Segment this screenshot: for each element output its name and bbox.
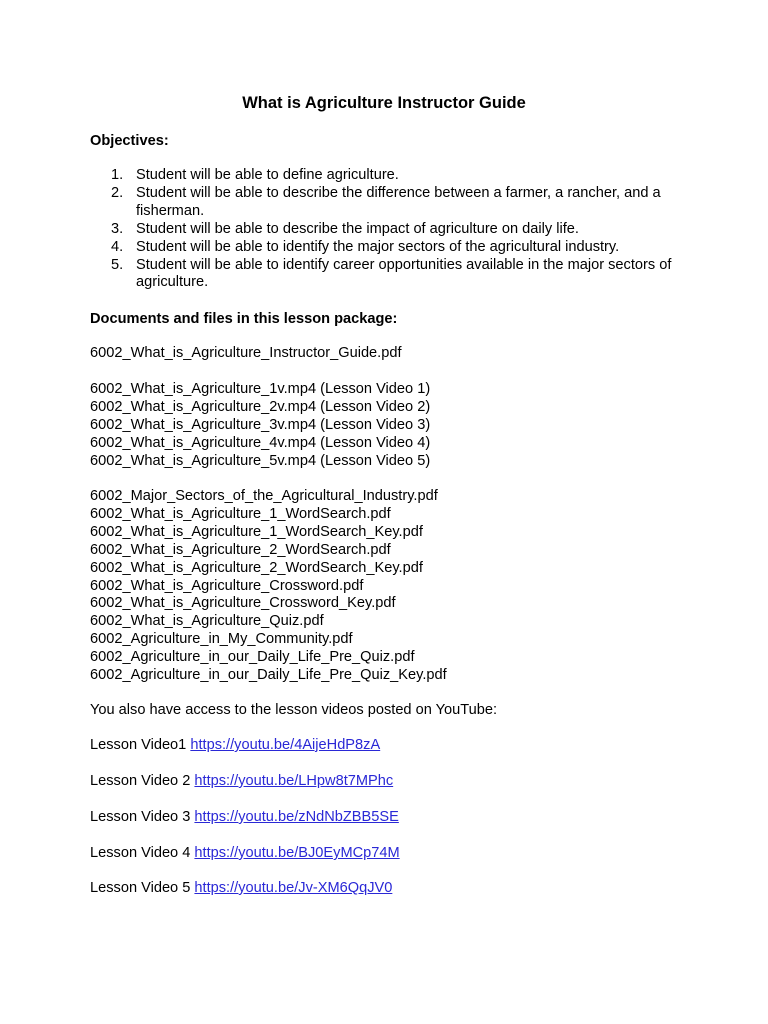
objective-number: 5. [111,256,124,273]
objective-text: Student will be able to describe the impact of agriculture on daily life. [136,220,579,237]
file-item: 6002_Agriculture_in_My_Community.pdf [90,631,353,648]
file-list-guide [90,345,710,363]
youtube-link-2[interactable]: https://youtu.be/LHpw8t7MPhc [194,773,394,789]
objective-number: 2. [111,184,124,201]
file-item: 6002_What_is_Agriculture_Instructor_Guide.pdf [90,345,402,361]
youtube-link-5[interactable]: https://youtu.be/Jv-XM6QqJV0 [194,880,393,896]
file-item: 6002_What_is_Agriculture_Quiz.pdf [90,613,324,630]
objective-text: Student will be able to identify the major sectors of the agricultural industry. [136,238,620,255]
file-item: 6002_What_is_Agriculture_3v.mp4 (Lesson Video 3) [90,416,431,433]
file-item: 6002_What_is_Agriculture_1_WordSearch_Key.pdf [90,523,423,540]
file-item: 6002_What_is_Agriculture_Crossword.pdf [90,577,364,594]
objectives-heading: Objectives: [90,133,169,149]
file-item: 6002_Agriculture_in_our_Daily_Life_Pre_Quiz_Key.pdf [90,667,447,684]
objective-item [111,185,681,221]
file-item: 6002_What_is_Agriculture_2v.mp4 (Lesson Video 2) [90,398,431,415]
objective-number: 1. [111,167,124,183]
youtube-link-3[interactable]: https://youtu.be/zNdNbZBB5SE [194,809,399,825]
video-label: Lesson Video1 [90,737,187,753]
file-item: 6002_What_is_Agriculture_2_WordSearch.pdf [90,541,391,558]
youtube-row-2 [90,773,393,791]
youtube-row-3 [90,809,399,827]
video-label: Lesson Video 5 [90,880,191,896]
file-list-worksheets [90,488,710,685]
file-item: 6002_Major_Sectors_of_the_Agricultural_Industry.pdf [90,488,438,504]
objective-item [111,257,681,293]
file-item: 6002_What_is_Agriculture_Crossword_Key.pdf [90,595,396,612]
youtube-link-4[interactable]: https://youtu.be/BJ0EyMCp74M [194,845,400,861]
objective-number: 3. [111,220,124,237]
objective-item [111,167,681,185]
documents-heading: Documents and files in this lesson package: [90,311,398,327]
video-label: Lesson Video 4 [90,845,191,861]
objective-text: Student will be able to define agriculture. [136,167,399,183]
objective-text: Student will be able to describe the difference between a farmer, a rancher, and a fisherman. [136,184,661,219]
document-title: What is Agriculture Instructor Guide [242,94,526,112]
youtube-row-5 [90,880,392,898]
youtube-row-4 [90,845,400,863]
video-label: Lesson Video 2 [90,773,191,789]
video-label: Lesson Video 3 [90,809,191,825]
file-item: 6002_Agriculture_in_our_Daily_Life_Pre_Quiz.pdf [90,649,415,666]
file-item: 6002_What_is_Agriculture_1v.mp4 (Lesson Video 1) [90,381,431,397]
file-item: 6002_What_is_Agriculture_5v.mp4 (Lesson Video 5) [90,452,431,469]
file-list-videos [90,381,710,471]
objective-number: 4. [111,238,124,255]
file-item: 6002_What_is_Agriculture_4v.mp4 (Lesson Video 4) [90,434,431,451]
youtube-row-1 [90,737,380,755]
youtube-link-1[interactable]: https://youtu.be/4AijeHdP8zA [190,737,381,753]
objective-text: Student will be able to identify career opportunities available in the major sectors of agriculture. [136,256,672,291]
file-item: 6002_What_is_Agriculture_2_WordSearch_Key.pdf [90,559,423,576]
objective-item [111,221,681,239]
file-item: 6002_What_is_Agriculture_1_WordSearch.pdf [90,505,391,522]
objectives-list [111,167,681,292]
youtube-intro: You also have access to the lesson videos posted on YouTube: [90,702,498,718]
objective-item [111,239,681,257]
